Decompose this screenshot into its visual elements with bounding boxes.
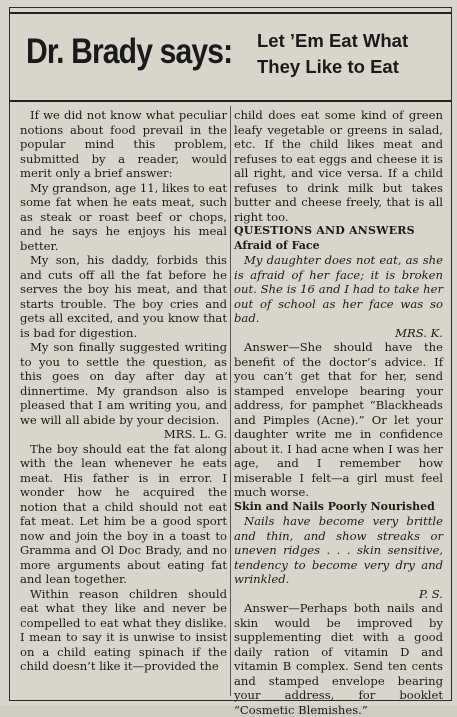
reply-paragraph-2: Within reason children should eat what they like and never be compelled to eat what they dislike. I mean to say it is unwise to insist on a child eating spinach if the child doesn’t like it—provided the — [20, 586, 227, 673]
intro-paragraph: If we did not know what peculiar notions about food prevail in the popular mind this problem, submitted by a reader, would merit only a brief answer: — [20, 108, 227, 180]
question-1-signature: MRS. K. — [395, 325, 443, 340]
column-header — [10, 12, 451, 102]
question-2: Nails have become very brittle and thin, and show streaks or uneven ridges . . . skin sensitive, tendency to become very dry and wrinkled. — [234, 514, 443, 586]
headline-line-1: Let ’Em Eat What — [257, 30, 409, 51]
letter-paragraph-3: My son finally suggested writing to you to settle the question, as this goes on day after day at dinnertime. My grandson also is pleased that I am writing you, and we will all abide by your decision. — [20, 340, 227, 427]
column-divider — [230, 106, 231, 696]
question-2-signature: P. S. — [418, 586, 443, 601]
subheading-afraid-of-face: Afraid of Face — [234, 238, 320, 252]
letter-signature: MRS. L. G. — [163, 427, 227, 441]
letter-paragraph-2: My son, his daddy, forbids this and cuts off all the fat before he serves the boy his meat, and that starts trouble. The boy cries and gets all excited, and you know that is bad for digestion. — [20, 253, 227, 340]
right-column — [234, 108, 443, 717]
question-1: My daughter does not eat, as she is afraid of her face; it is broken out. She is 16 and I had to take her out of school as her face was so bad. — [234, 253, 443, 325]
headline-line-2: They Like to Eat — [257, 56, 399, 77]
reply-paragraph-1: The boy should eat the fat along with the lean whenever he eats meat. His father is in error. I wonder how he acquired the notion that a child should not eat fat meat. Let him be a good sport now and join the boy in a toast to Gramma and Ol Doc Brady, and no more arguments about eating fat and lean together. — [20, 441, 227, 586]
headline — [257, 28, 442, 80]
qa-heading: QUESTIONS AND ANSWERS — [234, 224, 415, 237]
left-column — [20, 108, 227, 674]
answer-1: Answer—She should have the benefit of the doctor’s advice. If you can’t get that for her, send stamped envelope bearing your address, for pamphet “Blackheads and Pimples (Acne).” Or let your daughter write me in confidence about it. I had acne when I was her age, and I remember how miserable I felt—a girl must feel much worse. — [234, 340, 443, 499]
reply-paragraph-continued: child does eat some kind of green leafy vegetable or greens in salad, etc. If the child likes meat and refuses to eat eggs and cheese it is all right, and vice versa. If a child refuses to drink milk but takes butter and cheese freely, that is all right too. — [234, 108, 443, 224]
answer-2: Answer—Perhaps both nails and skin would be improved by supplementing diet with a good daily ration of vitamin D and vitamin B complex. Send ten cents and stamped envelope bearing your address, for booklet “Cosmetic Blemishes.” — [234, 601, 443, 717]
column-title: Dr. Brady says: — [26, 32, 233, 71]
subheading-skin-and-nails: Skin and Nails Poorly Nourished — [234, 499, 435, 513]
letter-paragraph-1: My grandson, age 11, likes to eat some fat when he eats meat, such as steak or roast beef or chops, and he says he enjoys his meal better. — [20, 180, 227, 253]
